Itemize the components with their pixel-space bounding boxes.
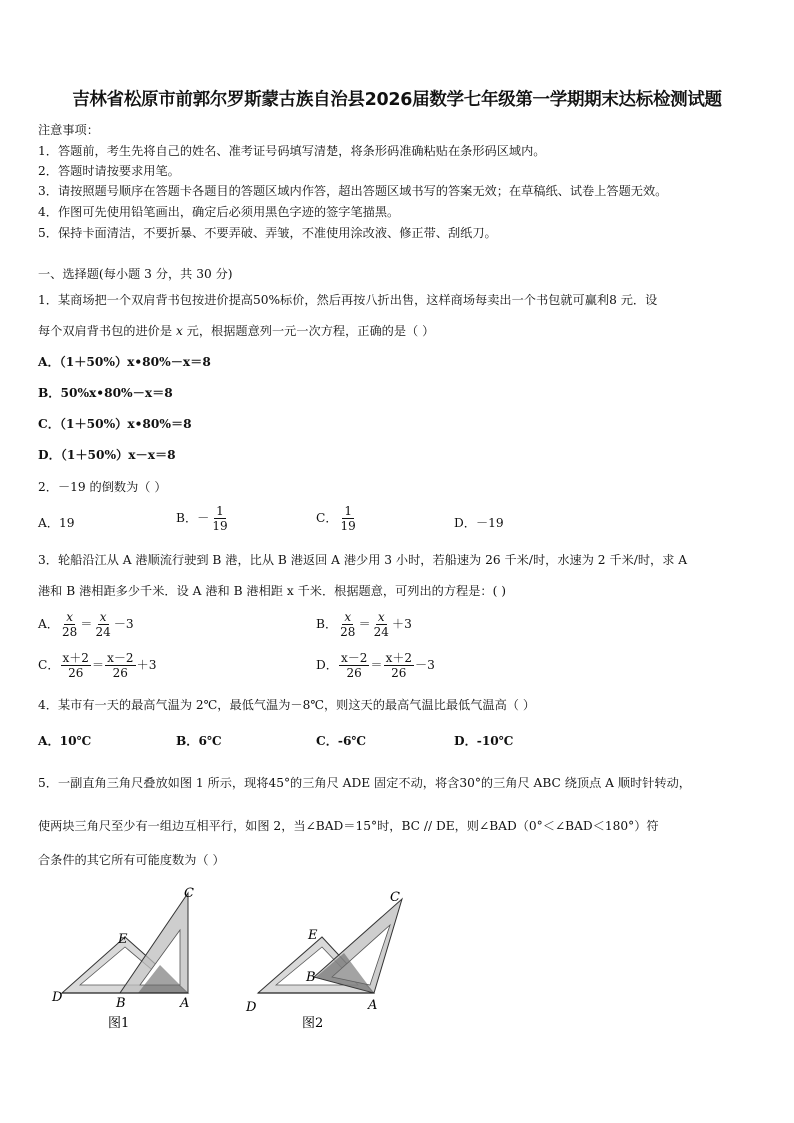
q2-option-a: A．19 xyxy=(38,516,75,530)
q1-variable: x xyxy=(175,324,183,338)
q1-option-a: A．（1＋50%）x•80%－x＝8 xyxy=(38,355,211,369)
fraction xyxy=(339,651,369,680)
notice-heading: 注意事项： xyxy=(38,123,99,137)
point-c-label: C xyxy=(390,890,400,905)
q2-option-c xyxy=(316,504,359,533)
q1-option-c: C．（1＋50%）x•80%＝8 xyxy=(38,417,192,431)
section-heading: 一、选择题(每小题 3 分，共 30 分) xyxy=(38,267,233,281)
q1-stem-line2 xyxy=(38,323,434,339)
figure-2-caption: 图2 xyxy=(302,1016,324,1031)
q5-stem-line1: 5．一副直角三角尺叠放如图 1 所示，现将45°的三角尺 ADE 固定不动，将含30°的三角尺 ABC 绕顶点 A 顺时针转动， xyxy=(38,776,691,790)
q5-stem-line3: 合条件的其它所有可能度数为（ ） xyxy=(38,853,225,867)
point-e-label: E xyxy=(308,928,318,943)
q3-option-b xyxy=(316,610,412,639)
denominator: 24 xyxy=(373,625,389,639)
q2-option-b xyxy=(176,504,231,533)
notice-item: 3．请按照题号顺序在答题卡各题目的答题区域内作答，超出答题区域书写的答案无效；在草稿纸、试卷上答题无效。 xyxy=(38,184,668,198)
q4-option-d: D．-10℃ xyxy=(454,734,514,748)
q4-option-a: A．10℃ xyxy=(38,734,92,748)
denominator: 28 xyxy=(340,625,356,639)
denominator: 26 xyxy=(346,666,362,680)
notice-item: 2．答题时请按要求用笔。 xyxy=(38,164,180,178)
q3-option-a xyxy=(38,610,134,639)
point-a-label: A xyxy=(368,998,378,1013)
fraction xyxy=(384,651,414,680)
figure-1-caption: 图1 xyxy=(108,1016,130,1031)
q3-option-c-label: C． xyxy=(38,658,60,672)
notice-item: 1．答题前，考生先将自己的姓名、准考证号码填写清楚，将条形码准确粘贴在条形码区域内。 xyxy=(38,144,546,158)
fraction xyxy=(105,651,135,680)
q3-option-d xyxy=(316,651,435,680)
equals-sign: ＝ xyxy=(91,658,105,672)
constant-term: －3 xyxy=(414,658,435,672)
constant-term: ＋3 xyxy=(391,617,412,631)
fraction xyxy=(60,610,79,639)
q2-option-d: D．－19 xyxy=(454,516,504,530)
numerator: x xyxy=(377,610,385,624)
equals-sign: ＝ xyxy=(80,617,93,631)
numerator: 1 xyxy=(344,504,352,518)
constant-term: ＋3 xyxy=(136,658,157,672)
numerator: x xyxy=(99,610,107,624)
equals-sign: ＝ xyxy=(370,658,383,672)
q3-stem-line1: 3．轮船沿江从 A 港顺流行驶到 B 港，比从 B 港返回 A 港少用 3 小时，若船速为 26 千米/时，水速为 2 千米/时，求 A xyxy=(38,553,688,567)
point-a-label: A xyxy=(180,996,190,1011)
equals-sign: ＝ xyxy=(358,617,371,631)
denominator: 19 xyxy=(340,519,356,533)
figure-1 xyxy=(50,885,210,1035)
denominator: 24 xyxy=(95,625,111,639)
constant-term: －3 xyxy=(113,617,134,631)
q3-option-b-label: B． xyxy=(316,617,338,631)
figure-2 xyxy=(244,885,414,1035)
fraction xyxy=(339,504,358,533)
q4-option-c: C．-6℃ xyxy=(316,734,367,748)
exam-title: 吉林省松原市前郭尔罗斯蒙古族自治县2026届数学七年级第一学期期末达标检测试题 xyxy=(72,90,722,110)
q1-stem-text: 元，根据题意列一元一次方程，正确的是（ ） xyxy=(182,324,435,338)
q1-option-b: B．50%x•80%－x＝8 xyxy=(38,386,173,400)
fraction xyxy=(372,610,391,639)
numerator: x xyxy=(344,610,352,624)
point-d-label: D xyxy=(246,1000,257,1015)
q5-stem-line2: 使两块三角尺至少有一组边互相平行，如图 2，当∠BAD＝15°时，BC // DE，则∠BAD（0°＜∠BAD＜180°）符 xyxy=(38,819,659,833)
notice-item: 4．作图可先使用铅笔画出，确定后必须用黑色字迹的签字笔描黑。 xyxy=(38,205,400,219)
q1-option-d: D．（1＋50%）x－x＝8 xyxy=(38,448,176,462)
q3-option-c xyxy=(38,651,156,680)
fraction xyxy=(61,651,91,680)
numerator: x＋2 xyxy=(62,651,89,665)
numerator: 1 xyxy=(216,504,224,518)
fraction xyxy=(210,504,229,533)
numerator: x－2 xyxy=(107,651,134,665)
notice-item: 5．保持卡面清洁，不要折暴、不要弄破、弄皱，不准使用涂改液、修正带、刮纸刀。 xyxy=(38,226,497,240)
point-b-label: B xyxy=(306,970,316,985)
point-b-label: B xyxy=(116,996,126,1011)
point-c-label: C xyxy=(184,886,194,901)
fraction xyxy=(93,610,112,639)
q1-stem-text: 每个双肩背书包的进价是 xyxy=(38,324,176,338)
numerator: x＋2 xyxy=(385,651,412,665)
q4-option-b: B．6℃ xyxy=(176,734,222,748)
q3-option-d-label: D． xyxy=(316,658,338,672)
numerator: x－2 xyxy=(340,651,368,665)
denominator: 28 xyxy=(62,625,78,639)
q4-stem: 4．某市有一天的最高气温为 2℃，最低气温为－8℃，则这天的最高气温比最低气温高（ ） xyxy=(38,698,536,712)
point-d-label: D xyxy=(52,990,63,1005)
q2-option-c-label: C． xyxy=(316,511,338,525)
q3-option-a-label: A． xyxy=(38,617,59,631)
denominator: 26 xyxy=(112,666,128,680)
point-e-label: E xyxy=(118,932,128,947)
q2-option-b-label: B．－ xyxy=(176,511,210,525)
q1-stem-line1: 1．某商场把一个双肩背书包按进价提高50%标价，然后再按八折出售，这样商场每卖出一个书包就可赢利8 元．设 xyxy=(38,293,658,307)
fraction xyxy=(338,610,357,639)
q3-stem-line2: 港和 B 港相距多少千米．设 A 港和 B 港相距 x 千米．根据题意，可列出的方程是：( ) xyxy=(38,584,506,598)
numerator: x xyxy=(66,610,74,624)
denominator: 19 xyxy=(212,519,228,533)
denominator: 26 xyxy=(68,666,84,680)
denominator: 26 xyxy=(391,666,407,680)
q2-stem: 2．－19 的倒数为（ ） xyxy=(38,480,167,494)
